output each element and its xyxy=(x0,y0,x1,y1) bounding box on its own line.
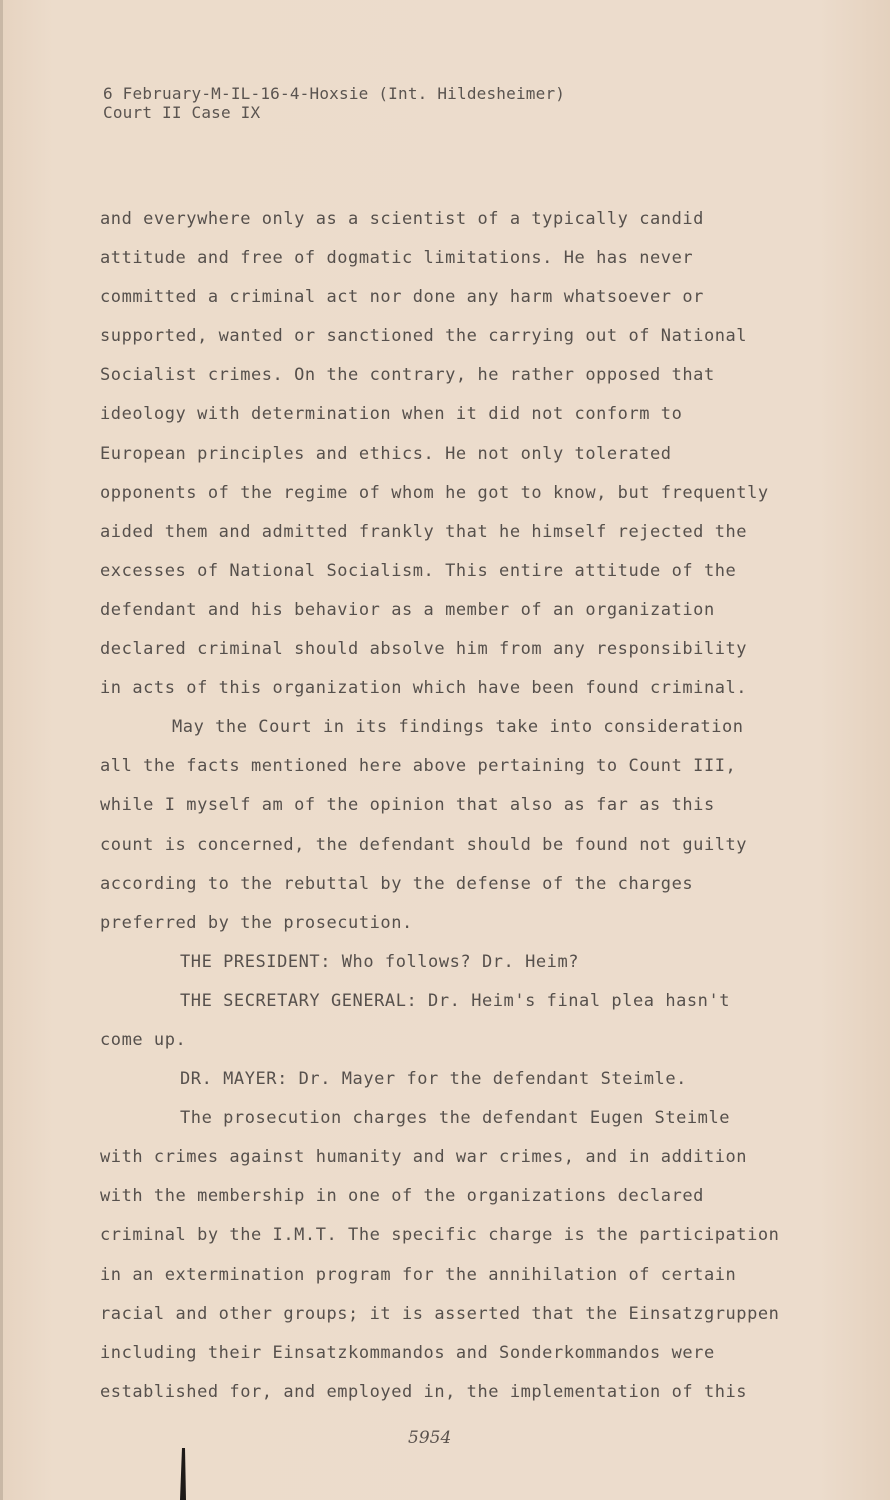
body-line: with the membership in one of the organizations declared xyxy=(100,1186,704,1207)
body-line: aided them and admitted frankly that he himself rejected the xyxy=(100,521,748,542)
body-line: excesses of National Socialism. This entire attitude of the xyxy=(100,560,737,581)
body-line: supported, wanted or sanctioned the carrying out of National xyxy=(100,326,748,347)
body-line: count is concerned, the defendant should be found not guilty xyxy=(100,834,748,855)
body-line: The prosecution charges the defendant Eugen Steimle xyxy=(180,1108,731,1129)
body-line: Socialist crimes. On the contrary, he rather opposed that xyxy=(100,365,715,386)
body-line: while I myself am of the opinion that also as far as this xyxy=(100,795,715,816)
body-line: all the facts mentioned here above pertaining to Count III, xyxy=(100,756,737,777)
body-line: preferred by the prosecution. xyxy=(100,912,413,933)
body-line: with crimes against humanity and war crimes, and in addition xyxy=(100,1147,748,1168)
body-line: May the Court in its findings take into consideration xyxy=(172,717,744,738)
header-line-date: 6 February-M-IL-16-4-Hoxsie (Int. Hildesheimer) xyxy=(103,84,566,103)
body-line: in acts of this organization which have been found criminal. xyxy=(100,678,748,699)
body-line: DR. MAYER: Dr. Mayer for the defendant Steimle. xyxy=(180,1069,687,1090)
body-line: including their Einsatzkommandos and Sonderkommandos were xyxy=(100,1342,715,1363)
binding-mark xyxy=(178,1448,188,1500)
body-line: THE PRESIDENT: Who follows? Dr. Heim? xyxy=(180,951,580,972)
body-line: THE SECRETARY GENERAL: Dr. Heim's final plea hasn't xyxy=(180,990,731,1011)
header-line-court: Court II Case IX xyxy=(103,103,261,122)
body-line: racial and other groups; it is asserted that the Einsatzgruppen xyxy=(100,1303,780,1324)
body-line: established for, and employed in, the implementation of this xyxy=(100,1381,748,1402)
body-line: come up. xyxy=(100,1029,187,1050)
page-number: 5954 xyxy=(408,1428,452,1448)
body-line: and everywhere only as a scientist of a typically candid xyxy=(100,209,704,229)
page-edge xyxy=(0,0,3,1500)
body-line: declared criminal should absolve him from any responsibility xyxy=(100,639,748,660)
body-line: European principles and ethics. He not only tolerated xyxy=(100,443,672,464)
body-line: according to the rebuttal by the defense of the charges xyxy=(100,873,694,894)
body-line: opponents of the regime of whom he got to know, but frequently xyxy=(100,482,769,503)
body-line: in an extermination program for the annihilation of certain xyxy=(100,1264,737,1285)
document-header xyxy=(103,84,565,122)
body-line: committed a criminal act nor done any harm whatsoever or xyxy=(100,287,704,308)
body-line: defendant and his behavior as a member of an organization xyxy=(100,599,715,620)
document-body xyxy=(100,200,830,1412)
body-line: ideology with determination when it did not conform to xyxy=(100,404,683,425)
body-line: criminal by the I.M.T. The specific charge is the participation xyxy=(100,1225,780,1246)
body-line: attitude and free of dogmatic limitations. He has never xyxy=(100,248,694,269)
